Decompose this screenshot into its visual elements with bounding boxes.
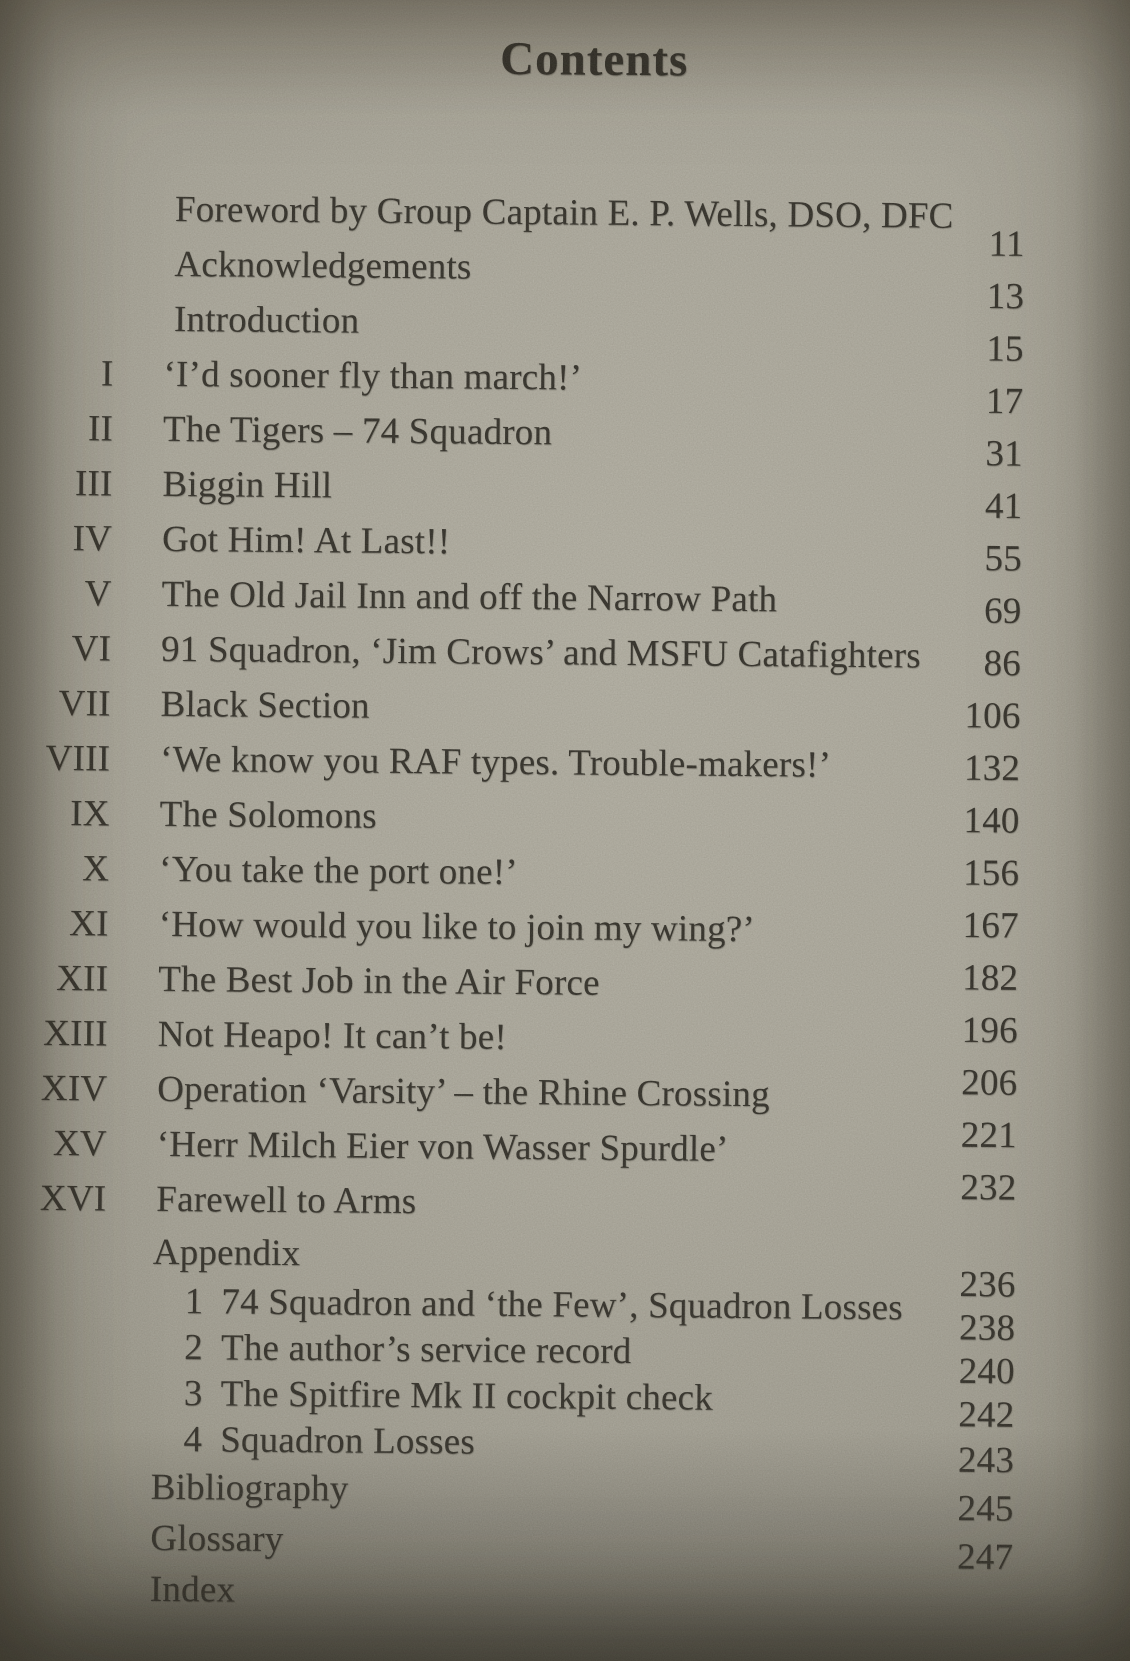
toc-entry-title: Acknowledgements [174, 244, 472, 288]
toc-entry-title: Biggin Hill [162, 463, 333, 507]
toc-entry-page: 242 [958, 1393, 1015, 1436]
toc-entry-page: 182 [961, 957, 1019, 999]
toc-entry [44, 291, 1024, 370]
toc-entry-page: 247 [956, 1536, 1014, 1579]
appendix-item-number: 1 [184, 1280, 204, 1322]
toc-entry-page: 243 [957, 1439, 1015, 1482]
table-of-contents [33, 181, 1025, 1622]
toc-entry-page: 69 [983, 590, 1022, 632]
toc-entry-title: Farewell to Arms [156, 1178, 417, 1223]
toc-entry-title: The author’s service record [220, 1326, 632, 1372]
toc-entry-page [946, 1238, 1016, 1239]
chapter-numeral: II [87, 408, 114, 450]
toc-entry [41, 566, 1021, 630]
toc-entry [37, 1006, 1017, 1070]
toc-entry [40, 676, 1020, 740]
toc-entry-page: 13 [986, 276, 1025, 318]
chapter-numeral: I [100, 353, 114, 395]
chapter-numeral: III [74, 463, 113, 505]
toc-entry-page: 31 [985, 433, 1023, 475]
chapter-numeral [33, 1537, 103, 1538]
toc-entry [39, 841, 1019, 905]
toc-entry-title: Got Him! At Last!! [161, 518, 451, 563]
chapter-numeral: IX [70, 793, 110, 835]
toc-entry-title: Black Section [160, 683, 370, 727]
chapter-numeral [44, 263, 114, 264]
chapter-numeral: XVI [39, 1177, 107, 1220]
chapter-numeral: V [84, 573, 112, 615]
toc-entry-page: 245 [957, 1488, 1014, 1530]
toc-entry-page: 17 [985, 380, 1024, 423]
toc-entry [45, 181, 1025, 265]
chapter-numeral: IV [72, 518, 113, 560]
chapter-numeral: X [82, 848, 110, 890]
toc-entry-title: Bibliography [150, 1466, 349, 1510]
toc-entry-title: 91 Squadron, ‘Jim Crows’ and MSFU Catafighters [160, 628, 922, 677]
page-title: Contents [499, 32, 689, 87]
toc-entry-page: 206 [961, 1062, 1018, 1104]
chapter-numeral: XIII [43, 1012, 108, 1055]
toc-entry [43, 346, 1024, 423]
chapter-numeral [34, 1486, 104, 1487]
toc-entry-title: The Tigers – 74 Squadron [162, 408, 553, 454]
chapter-numeral: VIII [45, 737, 111, 780]
chapter-numeral: XIV [40, 1067, 108, 1110]
toc-entry-title: ‘You take the port one!’ [158, 848, 518, 894]
appendix-item-number: 4 [183, 1418, 203, 1460]
toc-entry [41, 621, 1021, 685]
toc-entry [44, 236, 1025, 318]
toc-entry-page: 140 [963, 800, 1020, 842]
toc-entry [40, 731, 1020, 795]
toc-entry-title: 74 Squadron and ‘the Few’, Squadron Losses [221, 1280, 904, 1328]
toc-entry [37, 1116, 1017, 1180]
chapter-numeral [44, 318, 114, 319]
toc-entry-title: The Best Job in the Air Force [158, 958, 600, 1004]
toc-entry-page: 41 [984, 485, 1023, 528]
toc-entry-page: 55 [984, 538, 1023, 580]
toc-entry-title: ‘I’d sooner fly than march!’ [163, 353, 583, 399]
toc-entry-page: 11 [988, 223, 1025, 265]
toc-entry-title: The Solomons [159, 793, 378, 837]
toc-entry-page: 106 [964, 695, 1021, 737]
toc-entry-page: 132 [963, 747, 1021, 790]
toc-entry-title: ‘We know you RAF types. Trouble-makers!’ [159, 738, 832, 786]
chapter-numeral [35, 1392, 105, 1393]
toc-entry-title: Appendix [152, 1231, 301, 1275]
toc-entry-title: The Old Jail Inn and off the Narrow Path [161, 573, 778, 621]
chapter-numeral [36, 1251, 106, 1252]
toc-entry [43, 401, 1023, 475]
toc-entry-page: 167 [962, 904, 1019, 947]
toc-entry-page: 232 [960, 1167, 1017, 1209]
appendix-item-number: 3 [183, 1372, 203, 1414]
toc-entry-title: The Spitfire Mk II cockpit check [220, 1372, 714, 1419]
chapter-numeral [35, 1300, 105, 1301]
chapter-numeral [45, 208, 115, 209]
toc-entry [37, 1061, 1017, 1125]
toc-entry-page: 236 [959, 1263, 1016, 1305]
toc-entry [42, 456, 1023, 528]
chapter-numeral: XI [69, 903, 109, 945]
toc-entry-title: ‘Herr Milch Eier von Wasser Spurdle’ [156, 1123, 729, 1170]
chapter-numeral [34, 1438, 104, 1439]
toc-entry [38, 951, 1018, 1015]
toc-entry-page: 156 [962, 852, 1020, 895]
chapter-numeral: XV [52, 1122, 107, 1165]
toc-entry-page: 221 [960, 1114, 1018, 1157]
chapter-numeral: XII [56, 957, 109, 1000]
appendix-item-number: 2 [184, 1326, 204, 1368]
toc-entry-title: Operation ‘Varsity’ – the Rhine Crossing [157, 1068, 770, 1116]
toc-entry-page: 240 [958, 1350, 1015, 1392]
toc-entry [36, 1226, 1016, 1286]
toc-entry-title: Introduction [173, 298, 360, 342]
toc-entry-page: 238 [958, 1306, 1016, 1349]
toc-entry-title: ‘How would you like to join my wing?’ [158, 903, 756, 951]
toc-entry [36, 1167, 1017, 1235]
chapter-numeral: VI [71, 628, 112, 670]
toc-entry-title: Foreword by Group Captain E. P. Wells, DSO, DFC [174, 189, 954, 237]
toc-entry-title: Glossary [150, 1517, 284, 1561]
toc-entry-title: Index [149, 1568, 236, 1611]
chapter-numeral: VII [58, 683, 111, 725]
toc-entry [42, 511, 1023, 580]
toc-entry-page: 86 [983, 643, 1022, 685]
toc-entry [39, 786, 1019, 850]
toc-entry-title: Not Heapo! It can’t be! [157, 1013, 507, 1058]
chapter-numeral [33, 1588, 103, 1589]
toc-entry-title: Squadron Losses [220, 1418, 476, 1463]
toc-entry [38, 896, 1018, 960]
chapter-numeral [35, 1346, 105, 1347]
toc-entry-page: 196 [961, 1009, 1018, 1052]
toc-entry-page: 15 [986, 328, 1024, 370]
